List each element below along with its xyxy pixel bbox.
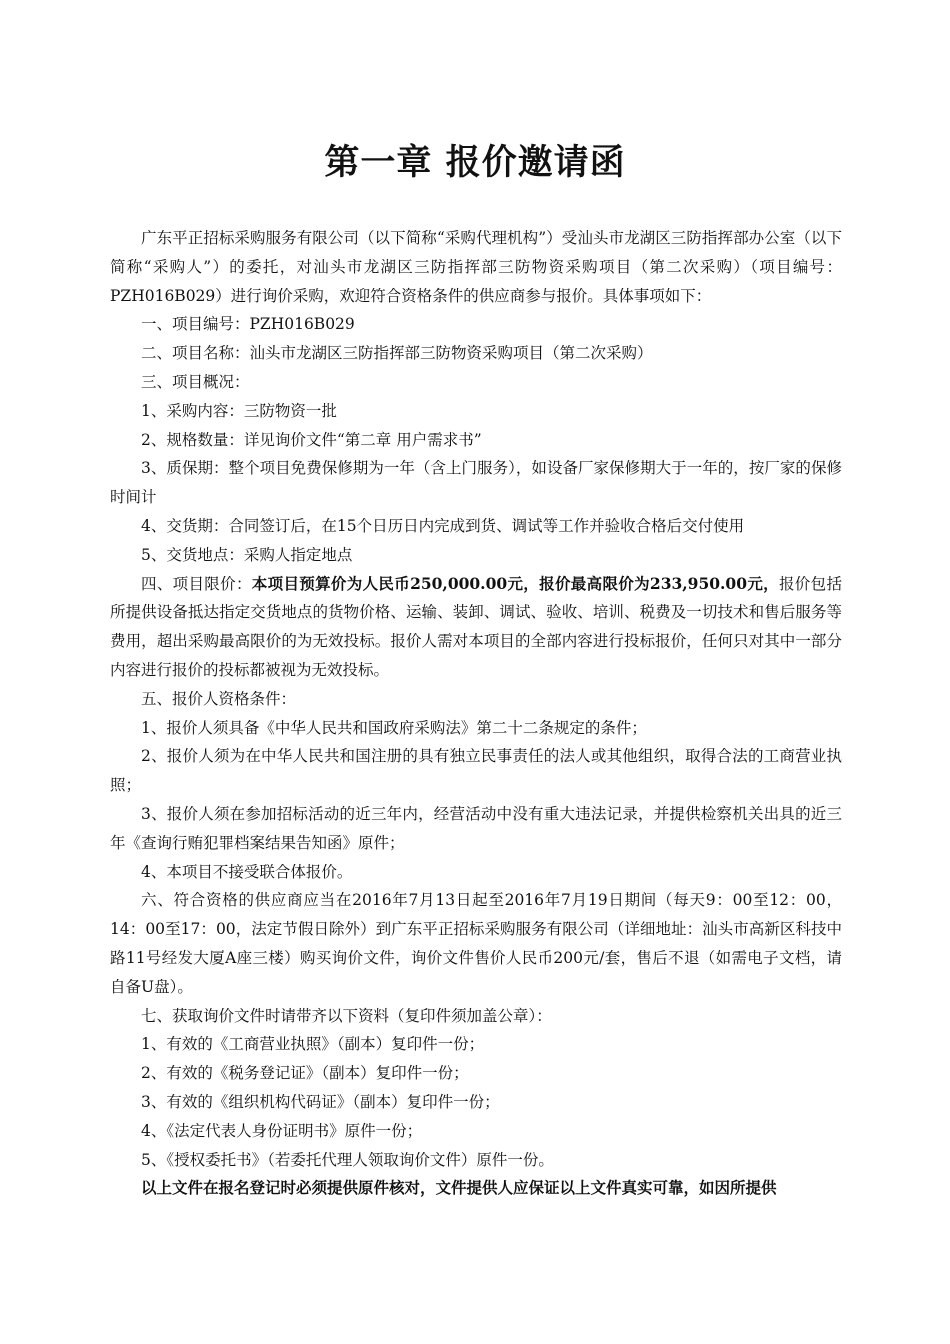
- overview-spec: 2、规格数量：详见询价文件“第二章 用户需求书”: [141, 430, 482, 449]
- qualification-3: 3、报价人须在参加招标活动的近三年内，经营活动中没有重大违法记录，并提供检察机关出具的近三年《查询行贿犯罪档案结果告知函》原件；: [110, 804, 842, 852]
- overview-delivery-location: 5、交货地点：采购人指定地点: [141, 545, 353, 564]
- price-limit-terms: 报价包括所提供设备抵达指定交货地点的货物价格、运输、装卸、调试、验收、培训、税费及一切技术和售后服务等费用，超出采购最高限价的为无效投标。报价人需对本项目的全部内容进行投标报价，任何只对其中一部分内容进行报价的投标都被视为无效投标。: [110, 574, 842, 679]
- price-limit-amount: 本项目预算价为人民币250,000.00元，报价最高限价为233,950.00元，: [251, 573, 779, 593]
- qualification-2: 2、报价人须为在中华人民共和国注册的具有独立民事责任的法人或其他组织，取得合法的工商营业执照；: [110, 747, 842, 795]
- document-4: 4、《法定代表人身份证明书》原件一份；: [141, 1121, 423, 1140]
- closing-note: 以上文件在报名登记时必须提供原件核对，文件提供人应保证以上文件真实可靠，如因所提供: [141, 1178, 777, 1198]
- document-body: [110, 224, 842, 1203]
- document-3: 3、有效的《组织机构代码证》（副本）复印件一份；: [141, 1092, 500, 1111]
- qualification-4: 4、本项目不接受联合体报价。: [141, 862, 353, 881]
- item-required-documents: 七、获取询价文件时请带齐以下资料（复印件须加盖公章）：: [141, 1006, 552, 1025]
- item-price-limit: [110, 570, 842, 685]
- item-project-number: 一、项目编号：PZH016B029: [141, 315, 355, 334]
- chapter-title: 第一章 报价邀请函: [324, 142, 626, 183]
- item-purchase-period: 六、符合资格的供应商应当在2016年7月13日起至2016年7月19日期间（每天9：00至12：00，14：00至17：00，法定节假日除外）到广东平正招标采购服务有限公司（详细地址：汕头市高新区科技中路11号经发大厦A座三楼）购买询价文件，询价文件售价人民币200元/套，售后不退（如需电子文档，请自备U盘）。: [110, 891, 842, 996]
- document-5: 5、《授权委托书》（若委托代理人领取询价文件）原件一份。: [141, 1150, 554, 1169]
- document-1: 1、有效的《工商营业执照》（副本）复印件一份；: [141, 1035, 485, 1054]
- overview-warranty: 3、质保期：整个项目免费保修期为一年（含上门服务），如设备厂家保修期大于一年的，按厂家的保修时间计: [110, 459, 842, 507]
- item-project-overview: 三、项目概况：: [141, 372, 250, 391]
- intro-paragraph: 广东平正招标采购服务有限公司（以下简称“采购代理机构”）受汕头市龙湖区三防指挥部办公室（以下简称“采购人”）的委托，对汕头市龙湖区三防指挥部三防物资采购项目（第二次采购）（项目编号：PZH016B029）进行询价采购，欢迎符合资格条件的供应商参与报价。具体事项如下：: [110, 229, 842, 305]
- overview-delivery-period: 4、交货期：合同签订后，在15个日历日内完成到货、调试等工作并验收合格后交付使用: [141, 516, 745, 535]
- price-limit-label: 四、项目限价：: [141, 574, 252, 593]
- document-2: 2、有效的《税务登记证》（副本）复印件一份；: [141, 1064, 469, 1083]
- item-qualifications: 五、报价人资格条件：: [141, 689, 297, 708]
- overview-content: 1、采购内容：三防物资一批: [141, 401, 337, 420]
- item-project-name: 二、项目名称：汕头市龙湖区三防指挥部三防物资采购项目（第二次采购）: [141, 344, 653, 363]
- qualification-1: 1、报价人须具备《中华人民共和国政府采购法》第二十二条规定的条件；: [141, 718, 647, 737]
